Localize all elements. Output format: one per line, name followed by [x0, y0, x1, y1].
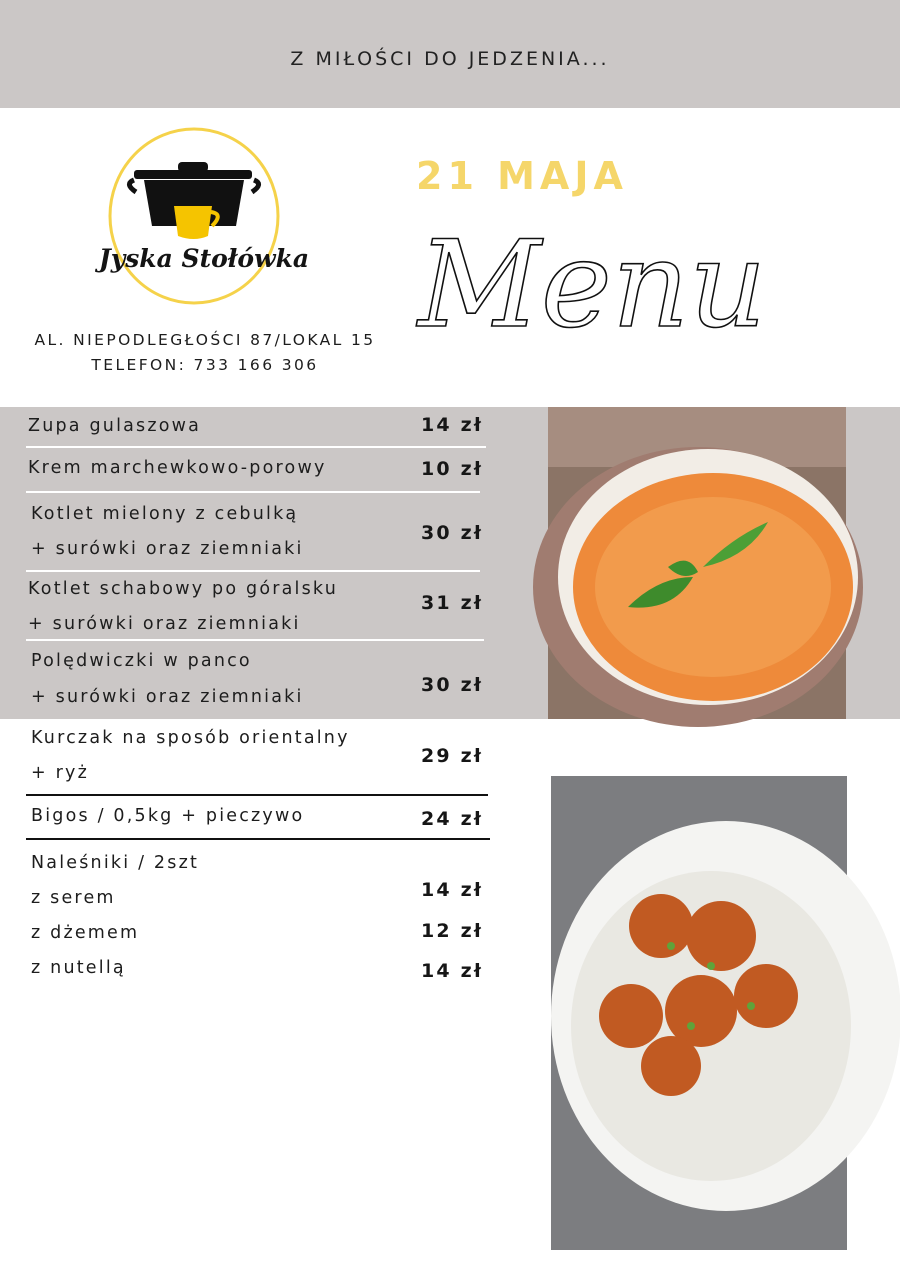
item-price: 31 zł — [421, 592, 484, 614]
divider — [26, 491, 480, 493]
divider — [26, 838, 490, 840]
item-price: 24 zł — [421, 808, 484, 830]
header-band — [0, 0, 900, 108]
variant-name: z dżemem — [31, 923, 140, 943]
soup-photo — [548, 407, 846, 719]
item-name: Bigos / 0,5kg + pieczywo — [31, 806, 305, 826]
item-name: Kotlet mielony z cebulką — [31, 504, 299, 524]
brand-name: Jyska Stołówka — [98, 244, 310, 273]
menu-title — [412, 206, 767, 386]
item-side: + surówki oraz ziemniaki — [31, 539, 304, 559]
item-name: Polędwiczki w panco — [31, 651, 252, 671]
tagline: Z MIŁOŚCI DO JEDZENIA... — [290, 48, 610, 70]
address: AL. NIEPODLEGŁOŚCI 87/LOKAL 15 — [34, 331, 376, 349]
variant-price: 14 zł — [421, 960, 484, 982]
variant-price: 12 zł — [421, 920, 484, 942]
menu-highlight-band — [0, 407, 548, 719]
item-price: 10 zł — [421, 458, 484, 480]
item-price: 29 zł — [421, 745, 484, 767]
divider — [26, 639, 484, 641]
chicken-photo — [551, 776, 847, 1250]
menu-date: 21 MAJA — [416, 154, 628, 198]
divider — [26, 570, 480, 572]
logo — [84, 128, 296, 310]
item-side: + ryż — [31, 763, 89, 783]
phone: TELEFON: 733 166 306 — [91, 356, 319, 374]
item-name: Kotlet schabowy po góralsku — [28, 579, 339, 599]
item-price: 30 zł — [421, 522, 484, 544]
menu-title-text: Menu — [418, 216, 767, 355]
item-price: 14 zł — [421, 414, 484, 436]
item-name: Naleśniki / 2szt — [31, 853, 200, 873]
item-name: Krem marchewkowo-porowy — [28, 458, 327, 478]
variant-price: 14 zł — [421, 879, 484, 901]
item-name: Kurczak na sposób orientalny — [31, 728, 350, 748]
item-side: + surówki oraz ziemniaki — [28, 614, 301, 634]
divider — [26, 446, 486, 448]
variant-name: z nutellą — [31, 958, 126, 978]
divider — [26, 794, 488, 796]
item-price: 30 zł — [421, 674, 484, 696]
item-side: + surówki oraz ziemniaki — [31, 687, 304, 707]
variant-name: z serem — [31, 888, 116, 908]
item-name: Zupa gulaszowa — [28, 416, 202, 436]
